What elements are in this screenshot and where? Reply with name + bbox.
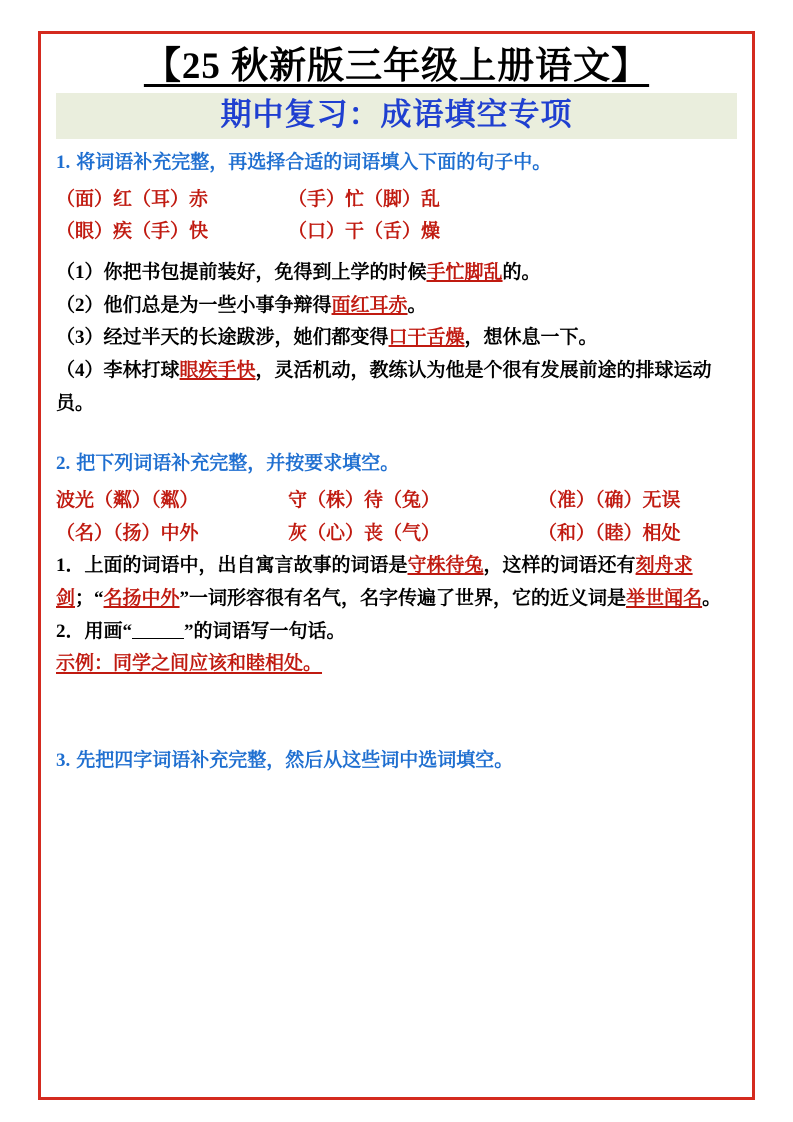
idiom-cell: 波光（粼）（粼） [56,489,199,511]
fill-item-label: （1） [56,262,104,284]
fill-item-answer: 眼疾手快 [179,360,256,382]
sub-item-seg2: ”的词语写一句话。 [184,620,346,642]
fill-item-after: ，灵活机动，教练认为他是个很有发展前途的排球运动员。 [56,360,712,414]
sub-item-answer: 刻舟求剑 [56,555,693,609]
example-answer: 示例：同学之间应该和睦相处。 [56,653,323,675]
fill-item-after: 的。 [502,262,541,284]
sub-item-seg2: ，这样的词语还有 [483,555,636,577]
page-content [22,46,771,775]
fill-item-answer: 口干舌燥 [388,327,465,349]
idiom-cell: （口）干（舌）燥 [288,221,441,243]
question-2-heading [56,450,737,479]
idiom-row [56,518,737,551]
idiom-cell: （准）（确）无误 [538,489,681,511]
page-title: 【25 秋新版三年级上册语文】 [143,46,650,87]
idiom-cell: （手）忙（脚）乱 [288,188,441,210]
fill-item-before: 他们总是为一些小事争辩得 [103,294,332,316]
question-1-text: 将词语补充完整，再选择合适的词语填入下面的句子中。 [76,152,552,174]
fill-item [56,322,737,355]
sub-item-label: 1． [56,555,85,577]
idiom-cell: （和）（睦）相处 [538,522,681,544]
idiom-cell: 守（株）待（兔） [288,489,441,511]
question-3-heading [56,747,737,776]
sub-item-answer: 名扬中外 [103,587,180,609]
sub-item-seg1: 上面的词语中，出自寓言故事的词语是 [84,555,408,577]
sub-item-label: 2． [56,620,85,642]
fill-item-label: （4） [56,360,104,382]
sub-item-seg1: 用画“ [84,620,133,642]
sub-item [56,616,737,649]
fill-item [56,290,737,323]
sub-item [56,550,737,615]
fill-item-label: （3） [56,327,104,349]
question-2-number: 2. [56,453,71,475]
fill-item-after: ，想休息一下。 [464,327,598,349]
fill-item-answer: 手忙脚乱 [426,262,503,284]
fill-item-before: 经过半天的长途跋涉，她们都变得 [103,327,389,349]
idiom-cell: （面）红（耳）赤 [56,188,209,210]
question-2-text: 把下列词语补充完整，并按要求填空。 [76,453,400,475]
question-1-number: 1. [56,152,71,174]
page-subtitle-band [56,93,737,140]
fill-item-label: （2） [56,294,104,316]
idiom-cell: （名）（扬）中外 [56,522,199,544]
idiom-row [56,216,737,249]
idiom-cell: 灰（心）丧（气） [288,522,441,544]
fill-item [56,355,737,420]
idiom-cell: （眼）疾（手）快 [56,221,209,243]
fill-item [56,257,737,290]
fill-item-before: 李林打球 [103,360,180,382]
question-3-number: 3. [56,749,71,771]
idiom-row [56,485,737,518]
idiom-row [56,184,737,217]
question-3-text: 先把四字词语补充完整，然后从这些词中选词填空。 [76,749,514,771]
write-blank[interactable] [132,638,184,639]
fill-item-answer: 面红耳赤 [331,294,408,316]
sub-item-answer: 举世闻名 [626,587,703,609]
sub-item-answer: 守株待兔 [407,555,484,577]
sub-item-seg5: 。 [702,587,722,609]
sub-item-seg4: ”一词形容很有名气，名字传遍了世界，它的近义词是 [179,587,627,609]
sub-item-seg3: ；“ [75,587,104,609]
question-1-heading [56,149,737,178]
example-line [56,648,737,681]
fill-item-after: 。 [407,294,427,316]
fill-item-before: 你把书包提前装好，免得到上学的时候 [103,262,427,284]
page-subtitle: 期中复习：成语填空专项 [220,96,573,132]
